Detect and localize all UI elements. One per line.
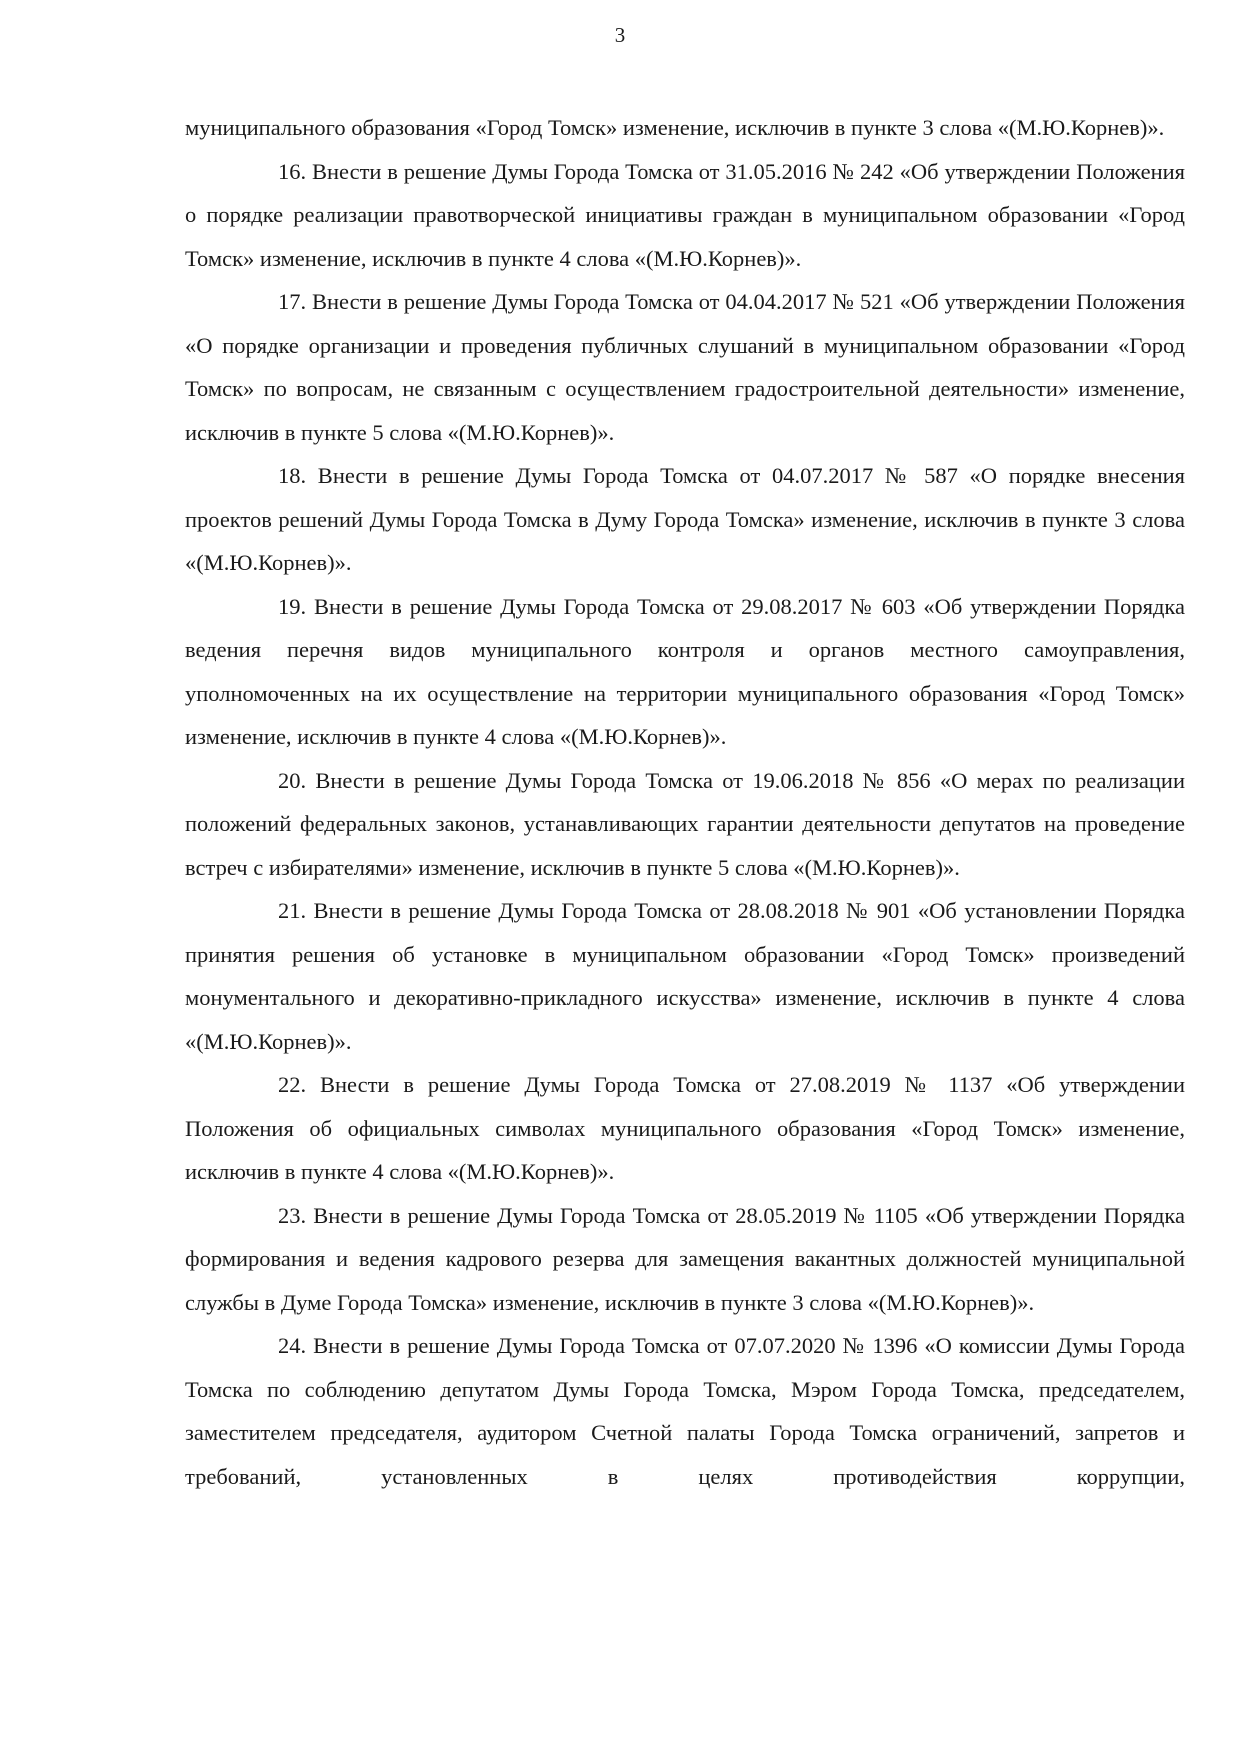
paragraph-item-17: 17. Внести в решение Думы Города Томска от 04.04.2017 № 521 «Об утверждении Положения «О порядке организации и проведения публичных слушаний в муниципальном образовании «Город Томск» по вопросам, не связанным с осуществлением градостроительной деятельности» изменение, исключив в пункте 5 слова «(М.Ю.Корнев)». bbox=[185, 289, 1185, 445]
paragraph-item-24: 24. Внести в решение Думы Города Томска от 07.07.2020 № 1396 «О комиссии Думы Города Томска по соблюдению депутатом Думы Города Томска, Мэром Города Томска, председателем, заместителем председателя, аудитором Счетной палаты Города Томска ограничений, запретов и требований, установленных в целях противодействия коррупции, bbox=[185, 1333, 1185, 1489]
document-body bbox=[185, 106, 1185, 1498]
paragraph-item-16: 16. Внести в решение Думы Города Томска от 31.05.2016 № 242 «Об утверждении Положения о порядке реализации правотворческой инициативы граждан в муниципальном образовании «Город Томск» изменение, исключив в пункте 4 слова «(М.Ю.Корнев)». bbox=[185, 158, 1185, 271]
page-number: 3 bbox=[614, 23, 626, 47]
paragraph-item-19: 19. Внести в решение Думы Города Томска от 29.08.2017 № 603 «Об утверждении Порядка ведения перечня видов муниципального контроля и органов местного самоуправления, уполномоченных на их осуществление на территории муниципального образования «Город Томск» изменение, исключив в пункте 4 слова «(М.Ю.Корнев)». bbox=[185, 593, 1185, 749]
paragraph-item-20: 20. Внести в решение Думы Города Томска от 19.06.2018 № 856 «О мерах по реализации положений федеральных законов, устанавливающих гарантии деятельности депутатов на проведение встреч с избирателями» изменение, исключив в пункте 5 слова «(М.Ю.Корнев)». bbox=[185, 767, 1185, 880]
paragraph-item-21: 21. Внести в решение Думы Города Томска от 28.08.2018 № 901 «Об установлении Порядка принятия решения об установке в муниципальном образовании «Город Томск» произведений монументального и декоративно-прикладного искусства» изменение, исключив в пункте 4 слова «(М.Ю.Корнев)». bbox=[185, 898, 1185, 1054]
paragraph-continuation: муниципального образования «Город Томск» изменение, исключив в пункте 3 слова «(М.Ю.Корнев)». bbox=[185, 115, 1165, 140]
paragraph-item-18: 18. Внести в решение Думы Города Томска от 04.07.2017 № 587 «О порядке внесения проектов решений Думы Города Томска в Думу Города Томска» изменение, исключив в пункте 3 слова «(М.Ю.Корнев)». bbox=[185, 463, 1185, 575]
paragraph-item-23: 23. Внести в решение Думы Города Томска от 28.05.2019 № 1105 «Об утверждении Порядка формирования и ведения кадрового резерва для замещения вакантных должностей муниципальной службы в Думе Города Томска» изменение, исключив в пункте 3 слова «(М.Ю.Корнев)». bbox=[185, 1202, 1185, 1315]
paragraph-item-22: 22. Внести в решение Думы Города Томска от 27.08.2019 № 1137 «Об утверждении Положения об официальных символах муниципального образования «Город Томск» изменение, исключив в пункте 4 слова «(М.Ю.Корнев)». bbox=[185, 1072, 1185, 1184]
